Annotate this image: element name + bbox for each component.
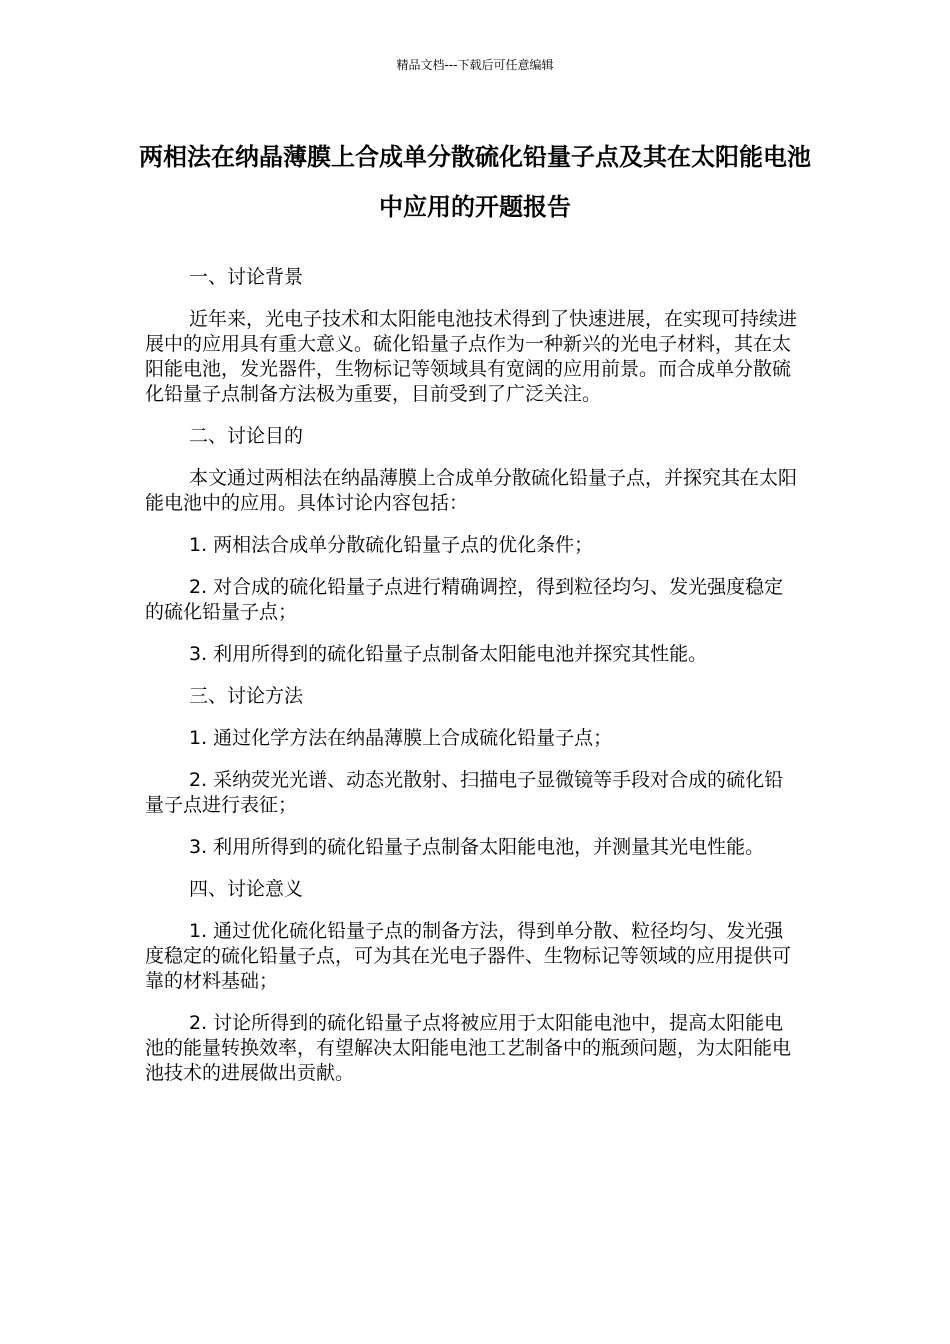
list-item-significance-1: 1. 通过优化硫化铅量子点的制备方法，得到单分散、粒径均匀、发光强度稳定的硫化铅量子点，可为其在光电子器件、生物标记等领域的应用提供可靠的材料基础； [145, 920, 792, 992]
section-heading-background: 一、讨论背景 [189, 266, 304, 288]
paragraph-purpose-intro: 本文通过两相法在纳晶薄膜上合成单分散硫化铅量子点，并探究其在太阳能电池中的应用。具体讨论内容包括： [145, 467, 798, 514]
paragraph-background: 近年来，光电子技术和太阳能电池技术得到了快速进展，在实现可持续进展中的应用具有重大意义。硫化铅量子点作为一种新兴的光电子材料，其在太阳能电池，发光器件，生物标记等领域具有宽阔的应用前景。而合成单分散硫化铅量子点制备方法极为重要，目前受到了广泛关注。 [145, 308, 798, 405]
list-item-significance-2: 2. 讨论所得到的硫化铅量子点将被应用于太阳能电池中，提高太阳能电池的能量转换效率，有望解决太阳能电池工艺制备中的瓶颈问题，为太阳能电池技术的进展做出贡献。 [145, 1012, 792, 1084]
list-item-purpose-1: 1. 两相法合成单分散硫化铅量子点的优化条件； [189, 534, 594, 556]
document-body [145, 265, 800, 1103]
header-note: 精品文档---下载后可任意编辑 [396, 58, 554, 72]
section-heading-purpose: 二、讨论目的 [189, 425, 304, 447]
section-heading-significance: 四、讨论意义 [189, 878, 304, 900]
list-item-purpose-3: 3. 利用所得到的硫化铅量子点制备太阳能电池并探究其性能。 [189, 643, 708, 665]
section-heading-methods: 三、讨论方法 [189, 685, 304, 707]
list-item-method-3: 3. 利用所得到的硫化铅量子点制备太阳能电池，并测量其光电性能。 [189, 836, 765, 858]
list-item-purpose-2: 2. 对合成的硫化铅量子点进行精确调控，得到粒径均匀、发光强度稳定的硫化铅量子点； [145, 576, 784, 623]
list-item-method-1: 1. 通过化学方法在纳晶薄膜上合成硫化铅量子点； [189, 727, 613, 749]
list-item-method-2: 2. 采纳荧光光谱、动态光散射、扫描电子显微镜等手段对合成的硫化铅量子点进行表征； [145, 769, 784, 816]
document-title: 两相法在纳晶薄膜上合成单分散硫化铅量子点及其在太阳能电池中应用的开题报告 [139, 143, 811, 221]
